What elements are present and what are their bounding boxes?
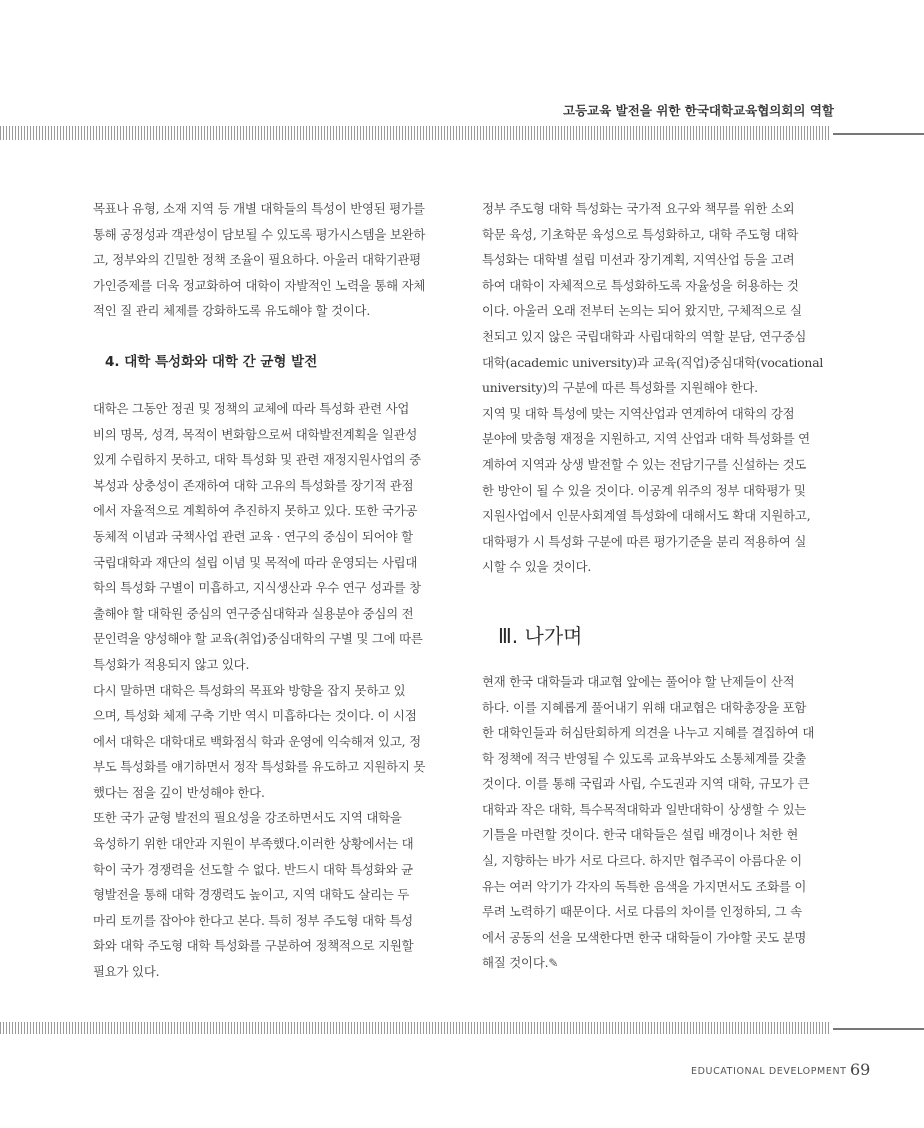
end-mark-icon: ✎ [548,956,559,971]
right-paragraph-3-text: 현재 한국 대학들과 대교협 앞에는 풀어야 할 난제들이 산적 하다. 이를 지혜롭게 풀어내기 위해 대교협은 대학총장을 포함 한 대학인들과 허심탄회하게 의견을 나누고 지혜를 결집하여 대 학 정책에 적극 반영될 수 있도록 교육부와도 소통체계를 갖출 것이다. 이를 통해 국립과 사립, 수도권과 지역 대학, 규모가 큰 대학과 작은 대학, 특수목적대학과 일반대학이 상생할 수 있는 기틀을 마련할 것이다. 한국 대학들은 설립 배경이나 처한 현 실, 지향하는 바가 서로 다르다. 하지만 협주곡이 아름다운 이 유는 여러 악기가 각자의 독특한 음색을 가지면서도 조화를 이 루려 노력하기 때문이다. 서로 다름의 차이를 인정하되, 그 속 에서 공동의 선을 모색한다면 한국 대학들이 가야할 곳도 분명 해질 것이다. [482,673,815,971]
footer-label: EDUCATIONAL DEVELOPMENT [691,1066,847,1077]
left-paragraph-4: 또한 국가 균형 발전의 필요성을 강조하면서도 지역 대학을 육성하기 위한 대안과 지원이 부족했다.이러한 상황에서는 대 학이 국가 경쟁력을 선도할 수 없다. 반드시 대학 특성화와 균 형발전을 통해 대학 경쟁력도 높이고, 지역 대학도 살리는 두 마리 토끼를 잡아야 한다고 본다. 특히 정부 주도형 대학 특성 화와 대학 주도형 대학 특성화를 구분하여 정책적으로 지원할 필요가 있다. [93,810,414,980]
section-heading: 4. 대학 특성화와 대학 간 균형 발전 [105,353,318,370]
left-column [93,196,443,985]
header-rule [0,126,830,140]
footer-rule-line [833,1028,924,1030]
footer-rule [0,1022,830,1034]
header-rule-line [833,133,924,135]
left-paragraph-3: 다시 말하면 대학은 특성화의 목표와 방향을 잡지 못하고 있 으며, 특성화 체제 구축 기반 역시 미흡하다는 것이다. 이 시점 에서 대학은 대학대로 백화점식 학과 운영에 익숙해져 있고, 정 부도 특성화를 얘기하면서 정작 특성화를 유도하고 지원하지 못 했다는 점을 깊이 반성해야 한다. [93,682,426,800]
running-header-title: 고등교육 발전을 위한 한국대학교육협의회의 역할 [563,103,834,118]
right-paragraph-1: 정부 주도형 대학 특성화는 국가적 요구와 책무를 위한 소외 학문 육성, 기초학문 육성으로 특성화하고, 대학 주도형 대학 특성화는 대학별 설립 미션과 장기계획, 지역산업 등을 고려 하여 대학이 자체적으로 특성화하도록 자율성을 허용하는 것 이다. 아울러 오래 전부터 논의는 되어 왔지만, 구체적으로 실 천되고 있지 않은 국립대학과 사립대학의 역할 분담, 연구중심 대학(academic university)과 교육(직업)중심대학(vocational university)의 구분에 따른 특성화를 지원해야 한다. [482,201,824,396]
page-number: 69 [850,1060,871,1079]
chapter-heading: Ⅲ. 나가며 [498,623,583,648]
left-paragraph-2: 대학은 그동안 정권 및 정책의 교체에 따라 특성화 관련 사업 비의 명목, 성격, 목적이 변화함으로써 대학발전계획을 일관성 있게 수립하지 못하고, 대학 특성화 및 관련 재정지원사업의 중 복성과 상충성이 존재하여 대학 고유의 특성화를 장기적 관점 에서 자율적으로 계획하여 추진하지 못하고 있다. 또한 국가공 동체적 이념과 국책사업 관련 교육 · 연구의 중심이 되어야 할 국립대학과 재단의 설립 이념 및 목적에 따라 운영되는 사립대 학의 특성화 구별이 미흡하고, 지식생산과 우수 연구 성과를 창 출해야 할 대학원 중심의 연구중심대학과 실용분야 중심의 전 문인력을 양성해야 할 교육(취업)중심대학의 구별 및 그에 따른 특성화가 적용되지 않고 있다. [93,400,423,672]
right-paragraph-2: 지역 및 대학 특성에 맞는 지역산업과 연계하여 대학의 강점 분야에 맞춤형 재정을 지원하고, 지역 산업과 대학 특성화를 연 계하여 지역과 상생 발전할 수 있는 전담기구를 신설하는 것도 한 방안이 될 수 있을 것이다. 이공계 위주의 정부 대학평가 및 지원사업에서 인문사회계열 특성화에 대해서도 확대 지원하고, 대학평가 시 특성화 구분에 따른 평가기준을 분리 적용하여 실 시할 수 있을 것이다. [482,405,811,575]
right-column [482,196,832,977]
left-paragraph-1: 목표나 유형, 소재 지역 등 개별 대학들의 특성이 반영된 평가를 통해 공정성과 객관성이 담보될 수 있도록 평가시스템을 보완하 고, 정부와의 긴밀한 정책 조율이 필요하다. 아울러 대학기관평 가인증제를 더욱 정교화하여 대학이 자발적인 노력을 통해 자체 적인 질 관리 체제를 강화하도록 유도해야 할 것이다. [93,201,426,319]
right-paragraph-3 [482,669,832,977]
